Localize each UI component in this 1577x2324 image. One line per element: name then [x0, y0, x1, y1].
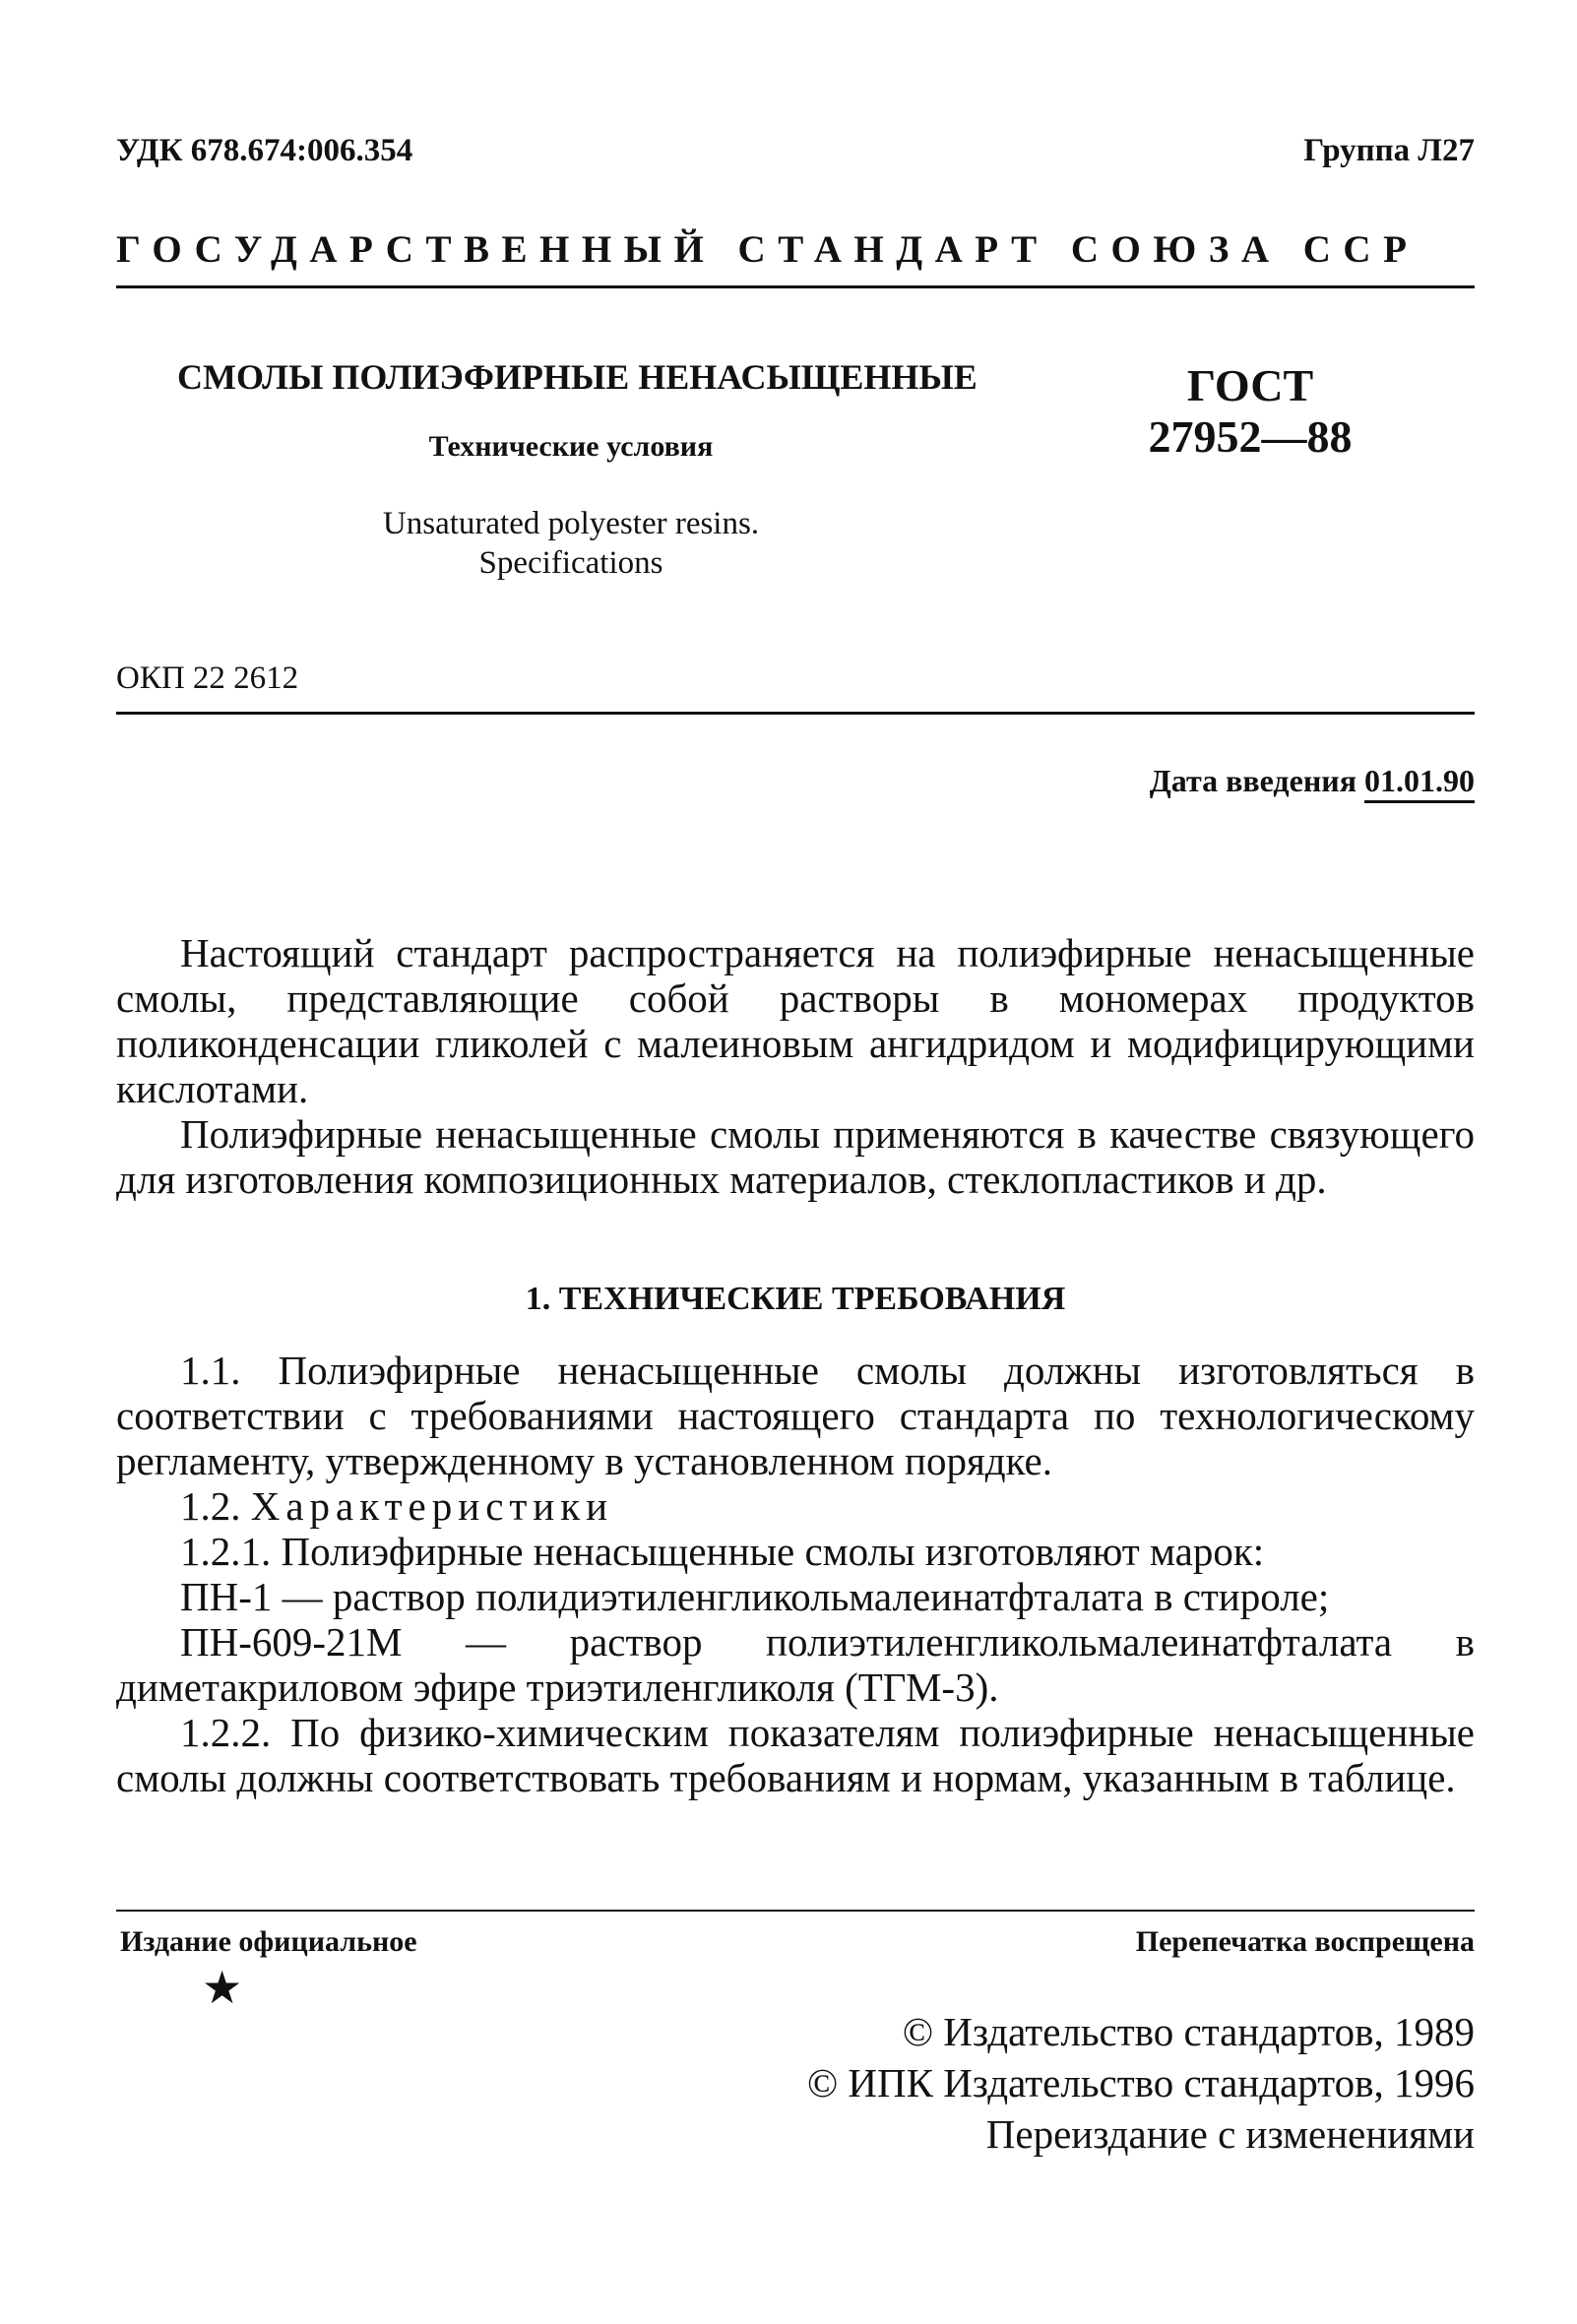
reprint-prohibited-label: Перепечатка воспрещена — [1135, 1925, 1475, 1958]
clause-1-2-1: 1.2.1. Полиэфирные ненасыщенные смолы изготовляют марок: — [180, 1529, 1265, 1574]
intro-paragraph-1: Настоящий стандарт распространяется на полиэфирные ненасыщенные смолы, представляющие собой растворы в мономерах продуктов поликонденсации гликолей с малеиновым ангидридом и модифицирующими кислотами. — [116, 930, 1475, 1111]
document-title-ru: СМОЛЫ ПОЛИЭФИРНЫЕ НЕНАСЫЩЕННЫЕ — [177, 357, 978, 397]
section-1-title: 1. ТЕХНИЧЕСКИЕ ТРЕБОВАНИЯ — [525, 1281, 1066, 1317]
gost-number: 27952—88 — [1148, 411, 1353, 462]
document-title-en — [315, 504, 827, 583]
udk-code: УДК 678.674:006.354 — [116, 133, 413, 168]
copyright-1989: © Издательство стандартов, 1989 — [902, 2009, 1475, 2054]
clause-1-2-title: Характеристики — [250, 1483, 614, 1529]
clause-1-2 — [116, 1483, 1475, 1529]
copyright-1996: © ИПК Издательство стандартов, 1996 — [806, 2060, 1475, 2105]
gost-designation — [1122, 360, 1378, 463]
clause-1-2-2: 1.2.2. По физико-химическим показателям полиэфирные ненасыщенные смолы должны соответствовать требованиям и нормам, указанным в таблице. — [116, 1710, 1475, 1800]
star-icon: ★ — [202, 1963, 243, 2013]
state-standard-heading: ГОСУДАРСТВЕННЫЙ СТАНДАРТ СОЮЗА ССР — [116, 228, 1419, 271]
introduction-date — [1150, 763, 1475, 799]
reissue-note: Переиздание с изменениями — [985, 2111, 1475, 2157]
document-title-en-line2: Specifications — [478, 545, 663, 581]
intro-paragraph-2: Полиэфирные ненасыщенные смолы применяются в качестве связующего для изготовления композиционных материалов, стеклопластиков и др. — [116, 1111, 1475, 1202]
grade-pn-609-21m: ПН-609-21М — раствор полиэтиленгликольмалеинатфталата в диметакриловом эфире триэтиленгликоля (ТГМ-3). — [116, 1619, 1475, 1710]
document-subtitle-ru: Технические условия — [428, 430, 714, 463]
copyright-block — [807, 2006, 1475, 2160]
official-edition-label: Издание официальное — [120, 1925, 417, 1958]
okp-code: ОКП 22 2612 — [116, 660, 299, 696]
intro-text — [116, 930, 1475, 1202]
section-1-text — [116, 1348, 1475, 1800]
footer-divider — [116, 1910, 1475, 1912]
document-title-en-line1: Unsaturated polyester resins. — [382, 506, 760, 541]
introduction-date-value: 01.01.90 — [1364, 763, 1475, 803]
clause-1-1: 1.1. Полиэфирные ненасыщенные смолы должны изготовляться в соответствии с требованиями настоящего стандарта по технологическому регламенту, утвержденному в установленном порядке. — [116, 1348, 1475, 1483]
gost-label: ГОСТ — [1186, 360, 1314, 410]
grade-pn-1: ПН-1 — раствор полидиэтиленгликольмалеинатфталата в стироле; — [180, 1574, 1330, 1619]
introduction-date-label: Дата введения — [1149, 763, 1356, 798]
group-code: Группа Л27 — [1303, 133, 1475, 168]
header-divider — [116, 285, 1475, 288]
clause-1-2-number: 1.2. — [180, 1483, 241, 1529]
okp-divider — [116, 712, 1475, 715]
